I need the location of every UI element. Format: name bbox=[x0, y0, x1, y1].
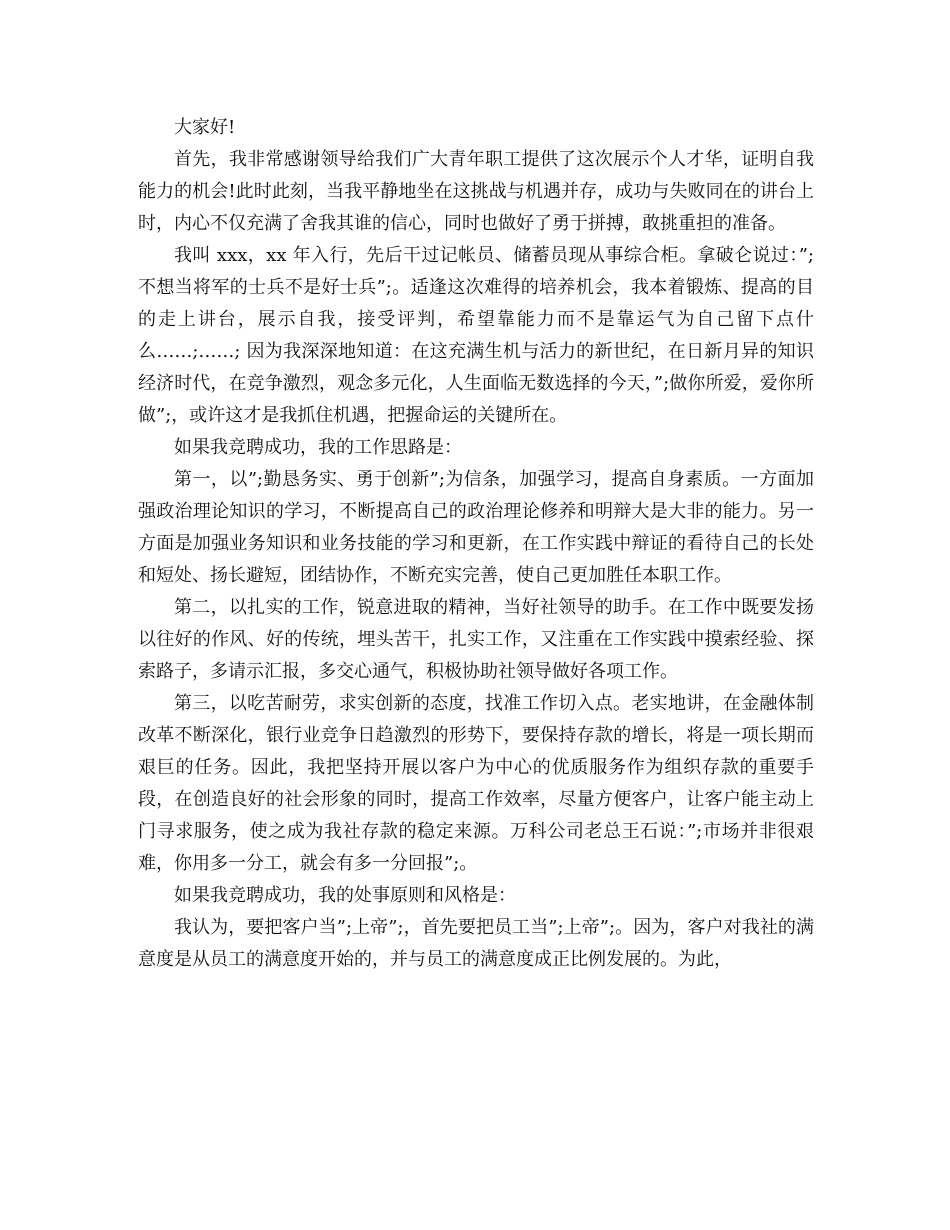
paragraph-opening-thanks: 首先，我非常感谢领导给我们广大青年职工提供了这次展示个人才华，证明自我能力的机会!此时此刻，当我平静地坐在这挑战与机遇并存，成功与失败同在的讲台上时，内心不仅充满了舍我其谁的信心，同时也做好了勇于拼搏，敢挑重担的准备。 bbox=[138, 149, 814, 234]
paragraph-work-ideas-heading: 如果我竞聘成功，我的工作思路是： bbox=[174, 437, 462, 458]
document-body bbox=[138, 112, 814, 976]
paragraph-point-one: 第一，以”;勤恳务实、勇于创新”;为信条，加强学习，提高自身素质。一方面加强政治理论知识的学习，不断提高自己的政治理论修养和明辩大是大非的能力。另一方面是加强业务知识和业务技能的学习和更新，在工作实践中辩证的看待自己的长处和短处、扬长避短，团结协作，不断充实完善，使自己更加胜任本职工作。 bbox=[138, 469, 814, 586]
paragraph-principles-heading: 如果我竞聘成功，我的处事原则和风格是： bbox=[174, 885, 516, 906]
paragraph-customer-principle: 我认为，要把客户当”;上帝”;，首先要把员工当”;上帝”;。因为，客户对我社的满意度是从员工的满意度开始的，并与员工的满意度成正比例发展的。为此， bbox=[138, 917, 814, 970]
paragraph-point-three: 第三，以吃苦耐劳，求实创新的态度，找准工作切入点。老实地讲，在金融体制改革不断深化，银行业竞争日趋激烈的形势下，要保持存款的增长，将是一项长期而艰巨的任务。因此，我把坚持开展以客户为中心的优质服务作为组织存款的重要手段，在创造良好的社会形象的同时，提高工作效率，尽量方便客户，让客户能主动上门寻求服务，使之成为我社存款的稳定来源。万科公司老总王石说：”;市场并非很艰难，你用多一分工，就会有多一分回报”;。 bbox=[138, 693, 814, 874]
paragraph-point-two: 第二，以扎实的工作，锐意进取的精神，当好社领导的助手。在工作中既要发扬以往好的作风、好的传统，埋头苦干，扎实工作，又注重在工作实践中摸索经验、探索路子，多请示汇报，多交心通气，积极协助社领导做好各项工作。 bbox=[138, 597, 814, 682]
paragraph-greeting: 大家好! bbox=[174, 117, 236, 138]
paragraph-self-introduction: 我叫 xxx，xx 年入行，先后干过记帐员、储蓄员现从事综合柜。拿破仑说过：”;不想当将军的士兵不是好士兵”;。适逢这次难得的培养机会，我本着锻炼、提高的目的走上讲台，展示自我，接受评判，希望靠能力而不是靠运气为自己留下点什么……;……; 因为我深深地知道：在这充满生机与活力的新世纪，在日新月异的知识经济时代，在竞争激烈，观念多元化，人生面临无数选择的今天，”;做你所爱，爱你所做”;，或许这才是我抓住机遇，把握命运的关键所在。 bbox=[138, 245, 814, 426]
